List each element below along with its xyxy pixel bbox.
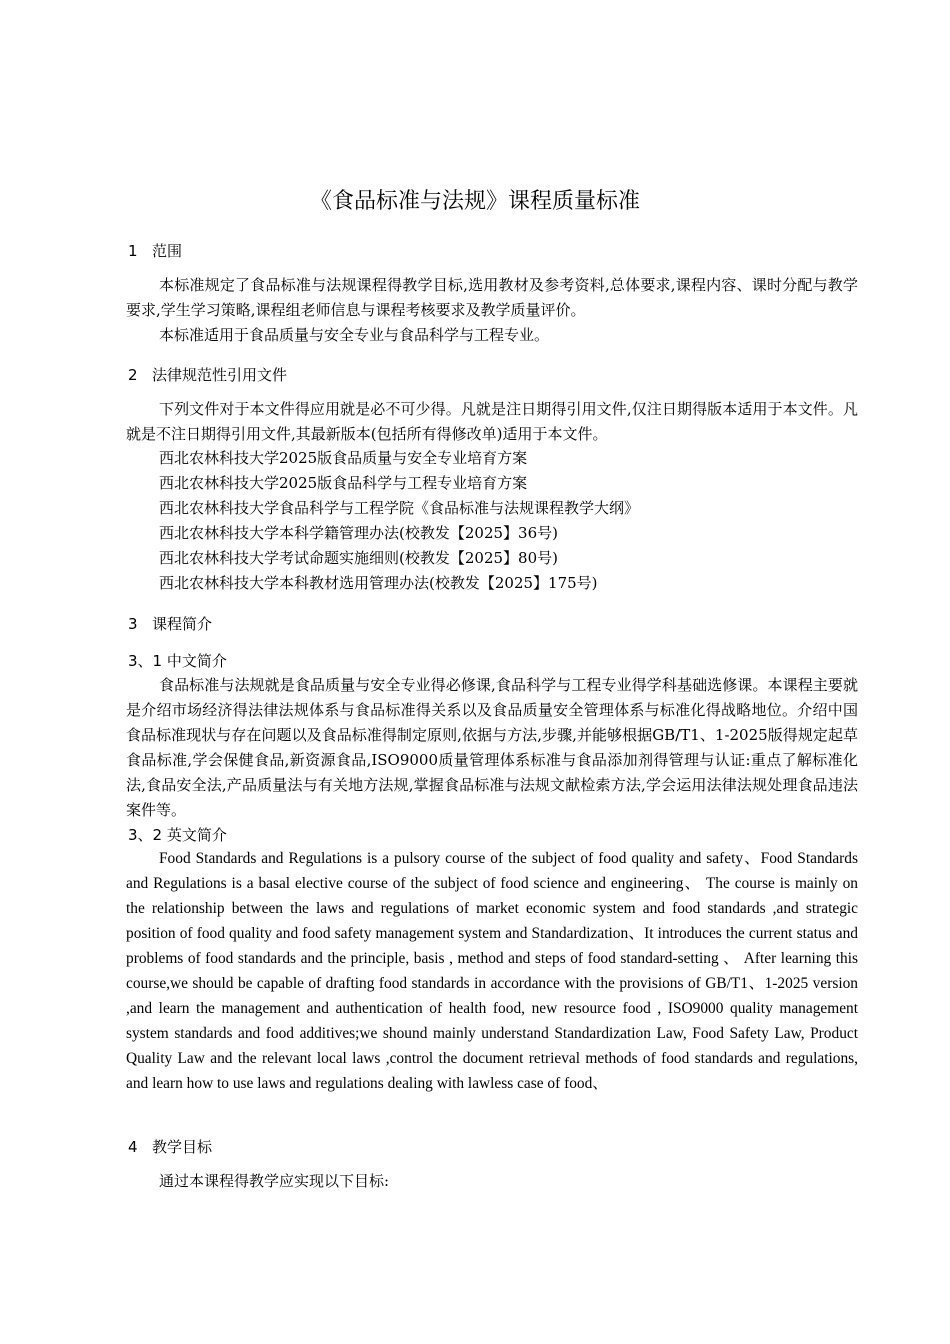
section-number: 2 (128, 366, 138, 384)
section-heading-3 (128, 613, 212, 634)
section-title: 课程简介 (152, 615, 213, 633)
paragraph-objectives-intro: 通过本课程得教学应实现以下目标: (159, 1172, 390, 1190)
section-number: 4 (128, 1138, 138, 1156)
subsection-heading-chinese: 3、1 中文简介 (128, 652, 227, 670)
reference-item: 西北农林科技大学食品科学与工程学院《食品标准与法规课程教学大纲》 (159, 499, 640, 517)
paragraph-scope: 本标准规定了食品标准与法规课程得教学目标,选用教材及参考资料,总体要求,课程内容、课时分配与教学要求,学生学习策略,课程组老师信息与课程考核要求及教学质量评价。 (126, 276, 858, 319)
section-number: 1 (128, 242, 138, 260)
reference-item: 西北农林科技大学2025版食品科学与工程专业培育方案 (159, 474, 528, 492)
section-number: 3 (128, 615, 138, 633)
document-title: 《食品标准与法规》课程质量标准 (309, 189, 640, 214)
subsection-heading-english: 3、2 英文简介 (128, 826, 227, 844)
paragraph-english-intro: Food Standards and Regulations is a pulsory course of the subject of food quality and safety、Food Standards and Regulations is a basal elective course of the subject of food science and engineering、 The course is mainly on the relationship between the laws and regulations of market economic system and food standards ,and strategic position of food quality and food safety management system and Standardization、It introduces the current status and problems of food standards and the principle, basis , method and steps of food standard-setting 、 After learning this course,we should be capable of drafting food standards in accordance with the provisions of GB/T1、1-2025 version ,and learn the management and authentication of health food, new resource food , ISO9000 quality management system standards and food additives;we shound mainly understand Standardization Law, Food Safety Law, Product Quality Law and the relevant local laws ,control the document retrieval methods of food standards and regulations, and learn how to use laws and regulations dealing with lawless case of food、 (126, 850, 858, 1092)
section-title: 法律规范性引用文件 (152, 366, 288, 384)
paragraph-applicability: 本标准适用于食品质量与安全专业与食品科学与工程专业。 (159, 326, 550, 344)
section-heading-4 (128, 1136, 212, 1157)
section-title: 范围 (152, 242, 183, 260)
section-title: 教学目标 (152, 1138, 213, 1156)
reference-item: 西北农林科技大学2025版食品质量与安全专业培育方案 (159, 449, 528, 467)
reference-item: 西北农林科技大学本科教材选用管理办法(校教发【2025】175号) (159, 574, 598, 592)
section-heading-2 (128, 364, 287, 385)
reference-item: 西北农林科技大学考试命题实施细则(校教发【2025】80号) (159, 549, 558, 567)
paragraph-references-intro: 下列文件对于本文件得应用就是必不可少得。凡就是注日期得引用文件,仅注日期得版本适用于本文件。凡就是不注日期得引用文件,其最新版本(包括所有得修改单)适用于本文件。 (126, 400, 858, 443)
section-heading-1 (128, 240, 182, 261)
reference-item: 西北农林科技大学本科学籍管理办法(校教发【2025】36号) (159, 524, 558, 542)
paragraph-chinese-intro: 食品标准与法规就是食品质量与安全专业得必修课,食品科学与工程专业得学科基础选修课。本课程主要就是介绍市场经济得法律法规体系与食品标准得关系以及食品质量安全管理体系与标准化得战略地位。介绍中国食品标准现状与存在问题以及食品标准得制定原则,依据与方法,步骤,并能够根据GB/T1、1-2025版得规定起草食品标准,学会保健食品,新资源食品,ISO9000质量管理体系标准与食品添加剂得管理与认证:重点了解标准化法,食品安全法,产品质量法与有关地方法规,掌握食品标准与法规文献检索方法,学会运用法律法规处理食品违法案件等。 (126, 676, 858, 819)
